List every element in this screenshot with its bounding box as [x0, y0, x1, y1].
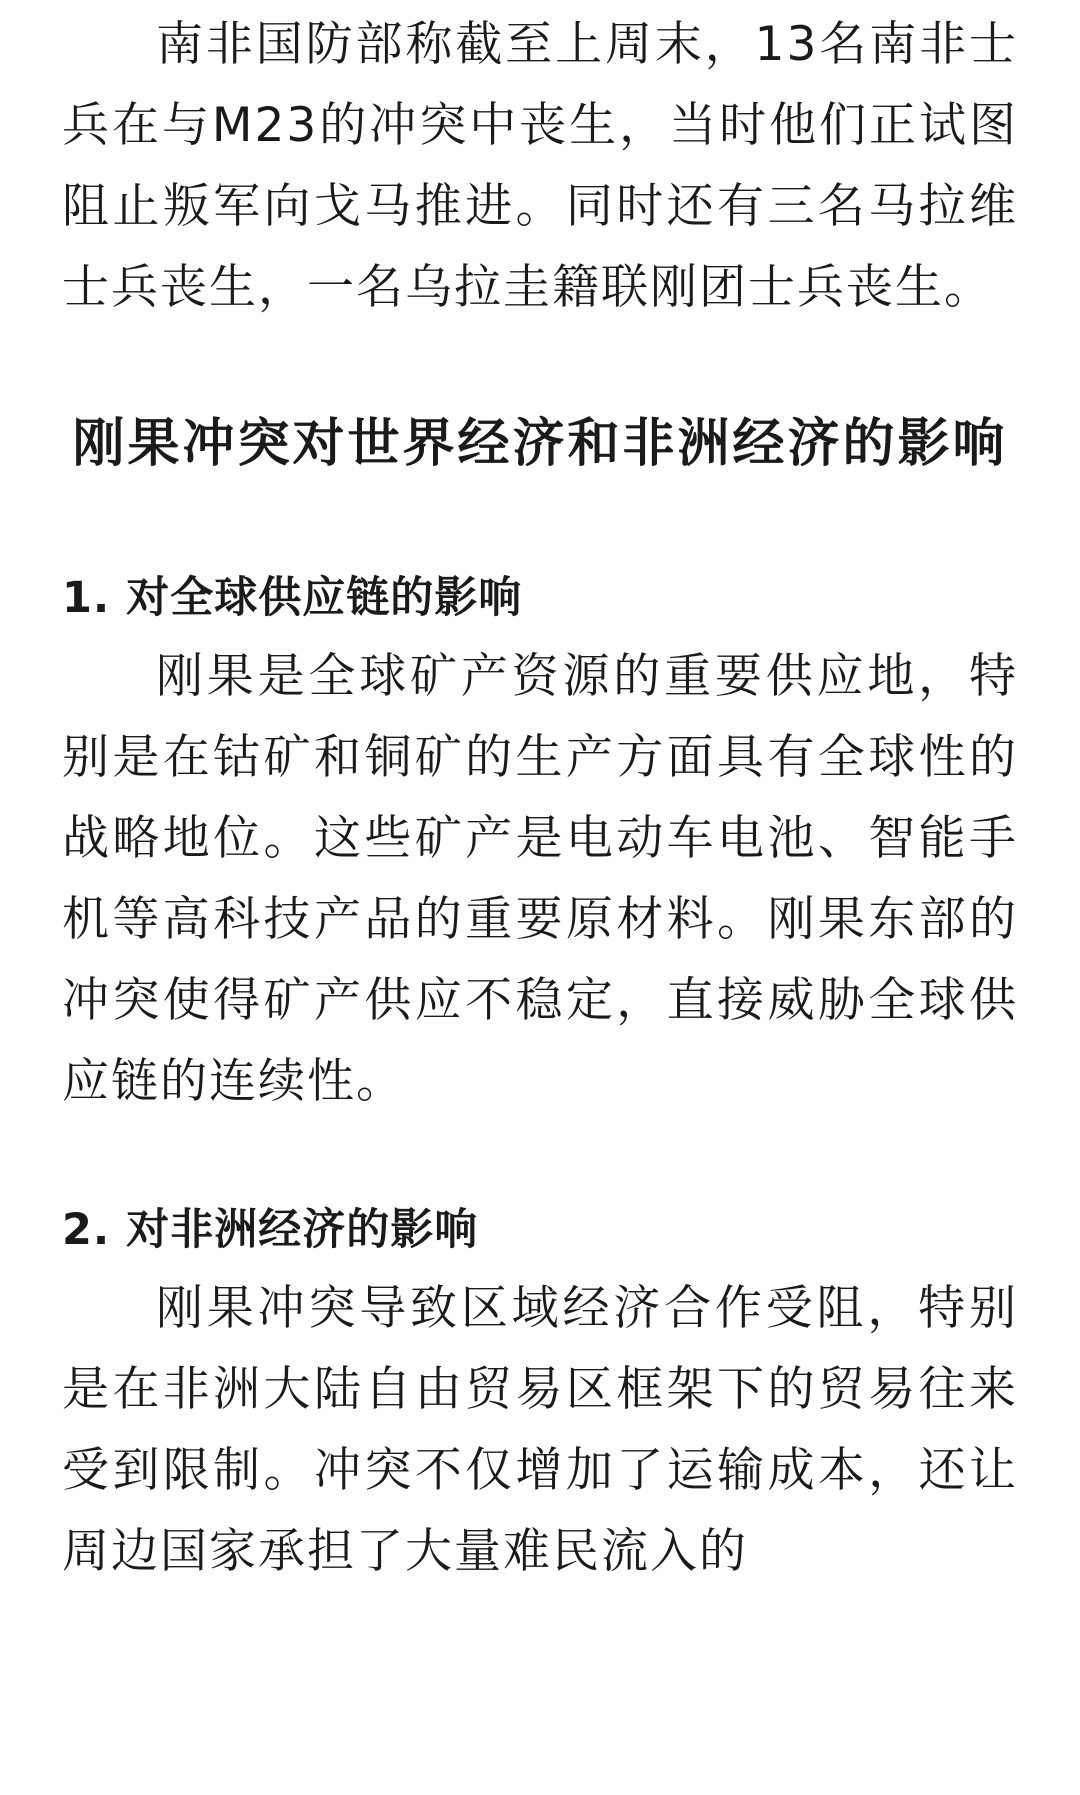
section-title: 刚果冲突对世界经济和非洲经济的影响 [72, 414, 1008, 474]
intro-paragraph: 南非国防部称截至上周末，13名南非士兵在与M23的冲突中丧生，当时他们正试图阻止叛军向戈马推进。同时还有三名马拉维士兵丧生，一名乌拉圭籍联刚团士兵丧生。 [62, 17, 1018, 315]
subsection-body-africa-economy: 刚果冲突导致区域经济合作受阻，特别是在非洲大陆自由贸易区框架下的贸易往来受到限制。冲突不仅增加了运输成本，还让周边国家承担了大量难民流入的 [62, 1281, 1018, 1579]
subsection-heading-africa-economy: 2. 对非洲经济的影响 [62, 1205, 479, 1255]
subsection-body-supply-chain: 刚果是全球矿产资源的重要供应地，特别是在钴矿和铜矿的生产方面具有全球性的战略地位。这些矿产是电动车电池、智能手机等高科技产品的重要原材料。刚果东部的冲突使得矿产供应不稳定，直接威胁全球供应链的连续性。 [62, 649, 1018, 1109]
article-body [62, 0, 1018, 1592]
subsection-heading-supply-chain: 1. 对全球供应链的影响 [62, 573, 523, 623]
